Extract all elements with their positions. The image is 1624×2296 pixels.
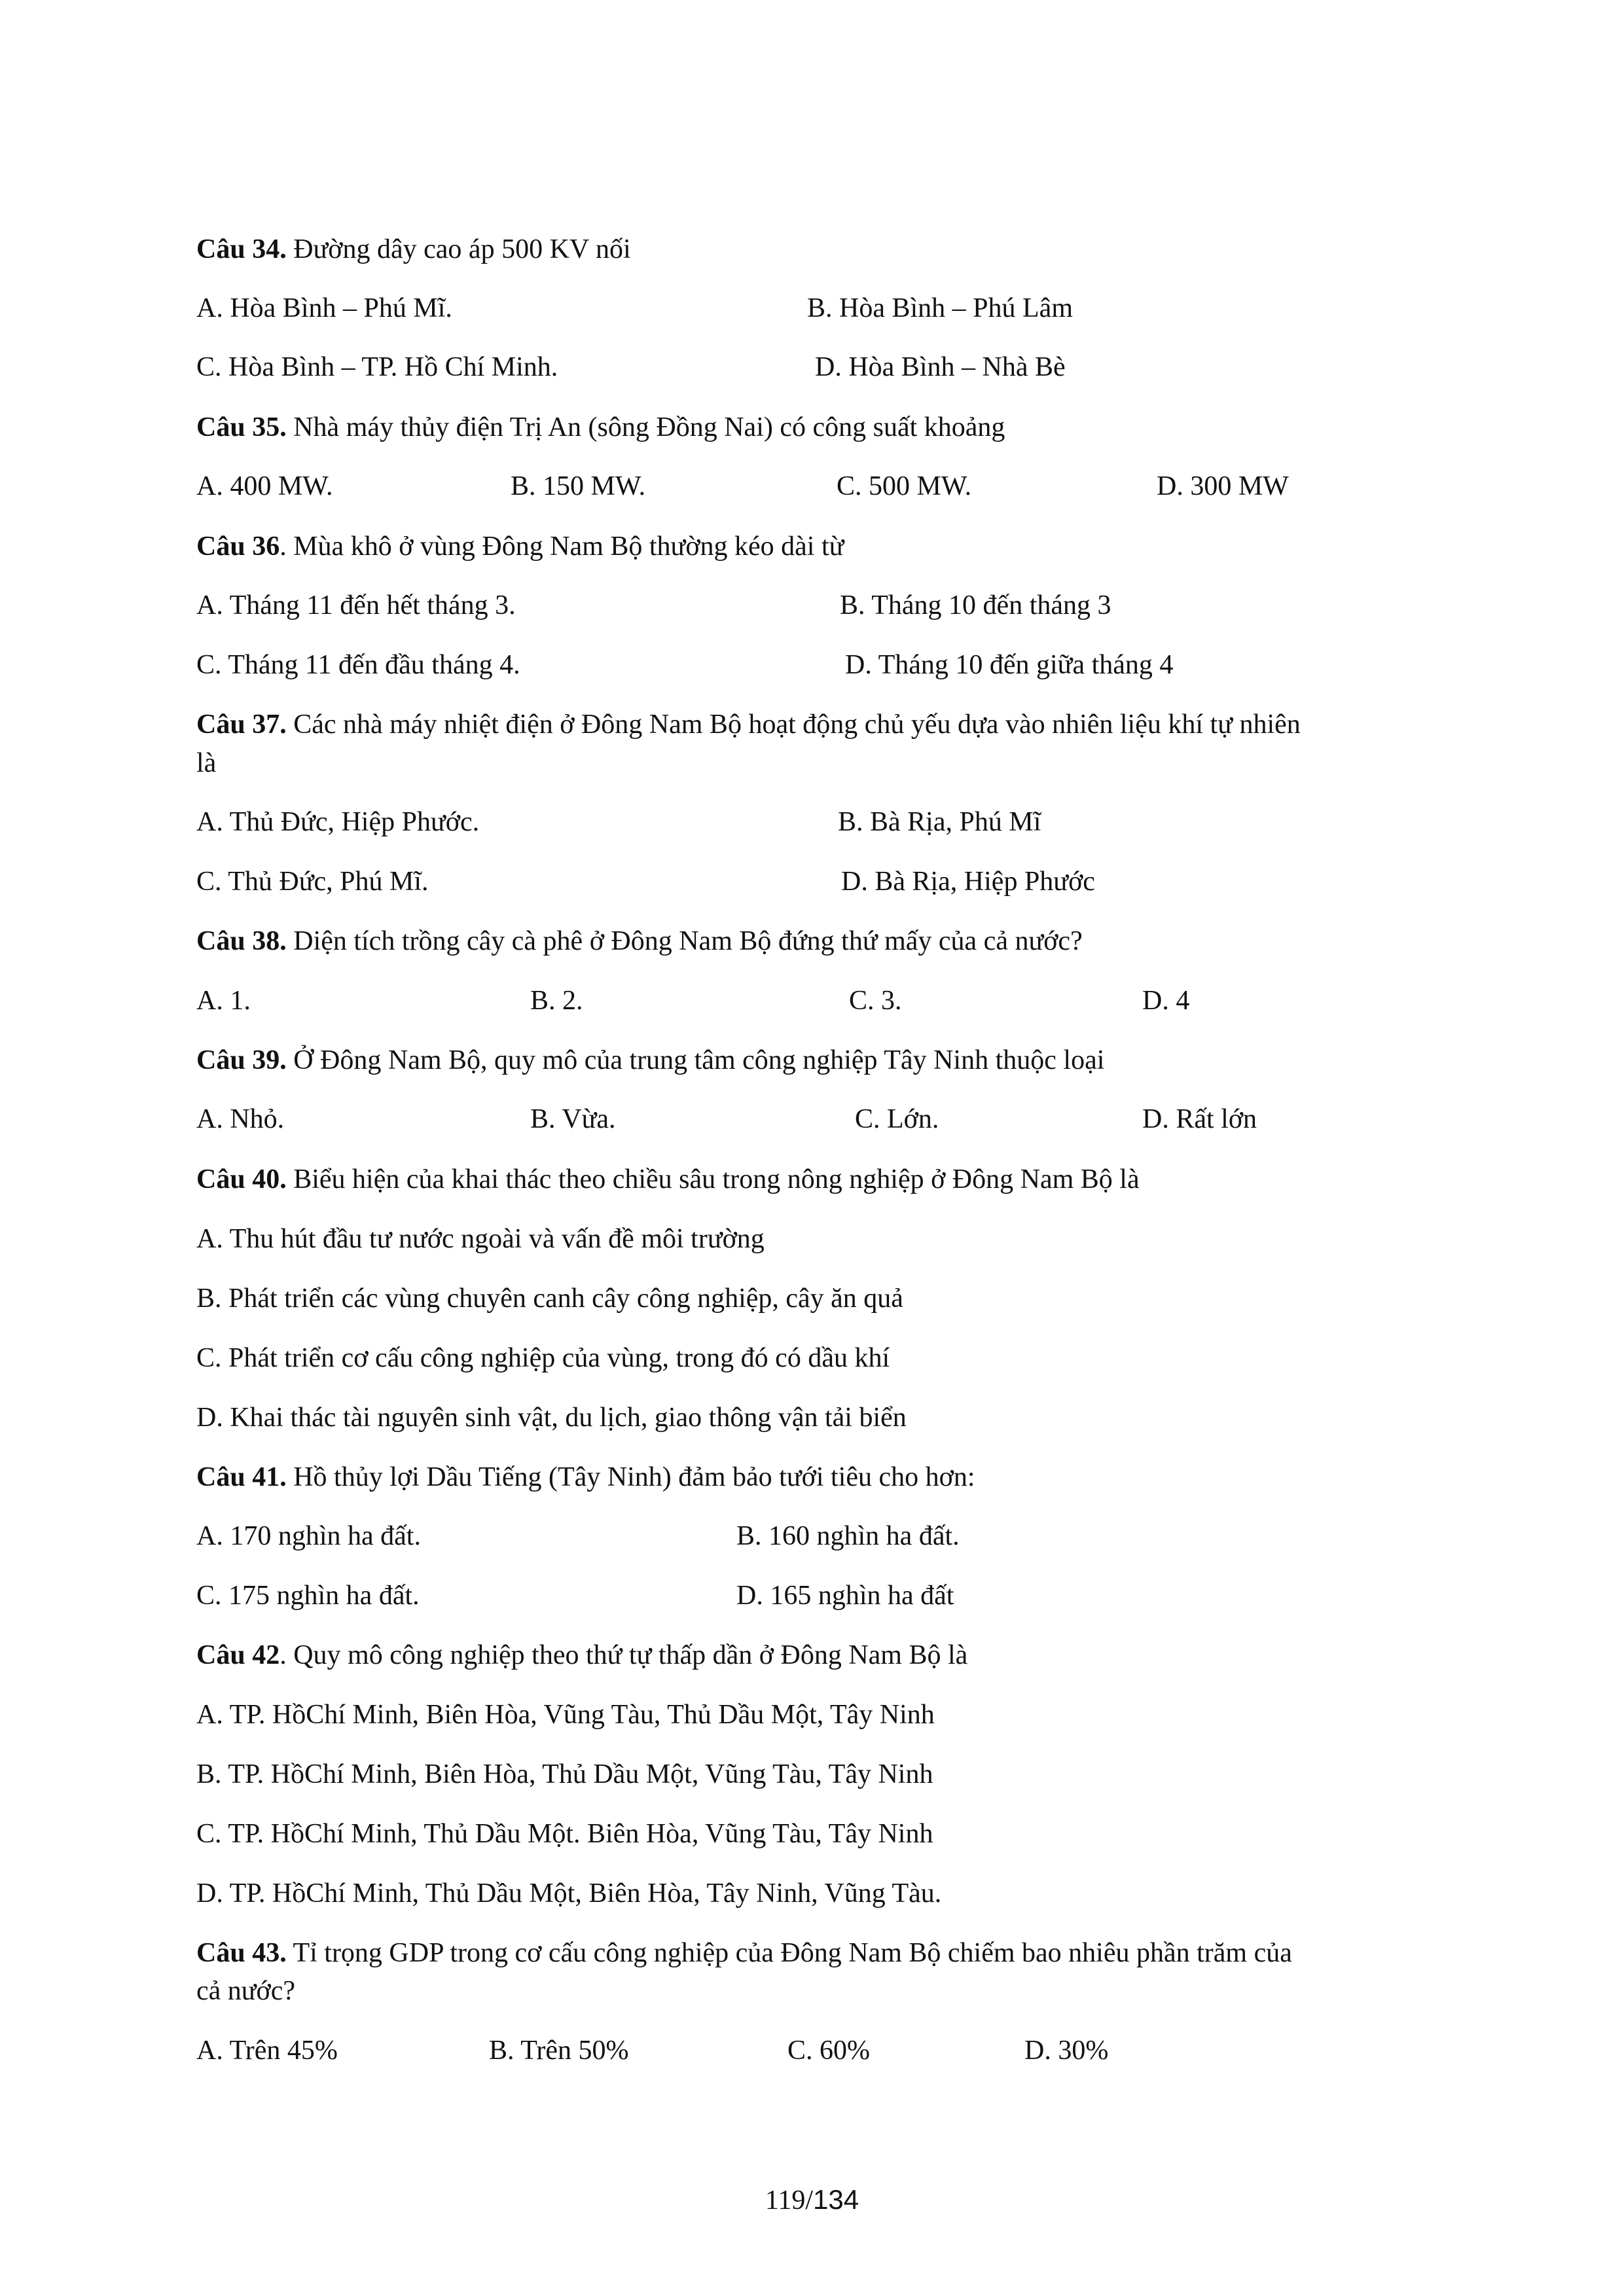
option-41-a: A. 170 nghìn ha đất. [196, 1521, 421, 1551]
question-43 [196, 1936, 1292, 1970]
option-43-d: D. 30% [1024, 2036, 1109, 2066]
question-37-continuation: là [196, 748, 217, 778]
question-text: Diện tích trồng cây cà phê ở Đông Nam Bộ đứng thứ mấy của cả nước? [286, 926, 1083, 956]
question-41 [196, 1460, 975, 1494]
option-34-b: B. Hòa Bình – Phú Lâm [807, 293, 1073, 323]
option-43-c: C. 60% [787, 2036, 870, 2066]
question-42 [196, 1638, 967, 1672]
question-number: Câu 42 [196, 1640, 280, 1670]
question-number: Câu 41. [196, 1462, 287, 1492]
option-34-a: A. Hòa Bình – Phú Mĩ. [196, 293, 452, 323]
option-35-b: B. 150 MW. [511, 471, 646, 501]
option-35-d: D. 300 MW [1157, 471, 1289, 501]
question-36 [196, 529, 844, 564]
option-42-a: A. TP. HồChí Minh, Biên Hòa, Vũng Tàu, Thủ Dầu Một, Tây Ninh [196, 1700, 935, 1730]
option-37-d: D. Bà Rịa, Hiệp Phước [841, 867, 1095, 897]
question-number: Câu 35. [196, 412, 287, 442]
option-38-c: C. 3. [849, 986, 902, 1016]
option-39-a: A. Nhỏ. [196, 1104, 285, 1134]
option-39-b: B. Vừa. [530, 1104, 616, 1134]
question-number: Câu 39. [196, 1045, 287, 1075]
option-35-a: A. 400 MW. [196, 471, 333, 501]
question-37 [196, 708, 1301, 742]
question-39 [196, 1043, 1104, 1077]
question-number: Câu 37. [196, 709, 287, 740]
option-42-c: C. TP. HồChí Minh, Thủ Dầu Một. Biên Hòa, Vũng Tàu, Tây Ninh [196, 1819, 933, 1849]
question-text: Tỉ trọng GDP trong cơ cấu công nghiệp của Đông Nam Bộ chiếm bao nhiêu phần trăm của [286, 1938, 1292, 1968]
question-34 [196, 232, 631, 266]
page-current: 119/ [765, 2185, 814, 2215]
option-38-b: B. 2. [530, 986, 583, 1016]
page-total: 134 [813, 2184, 859, 2215]
question-text: Đường dây cao áp 500 KV nối [286, 234, 631, 264]
question-text: Các nhà máy nhiệt điện ở Đông Nam Bộ hoạt động chủ yếu dựa vào nhiên liệu khí tự nhiên [286, 709, 1301, 740]
option-40-c: C. Phát triển cơ cấu công nghiệp của vùng, trong đó có dầu khí [196, 1343, 890, 1373]
option-39-d: D. Rất lớn [1142, 1104, 1257, 1134]
question-text: Biểu hiện của khai thác theo chiều sâu trong nông nghiệp ở Đông Nam Bộ là [286, 1164, 1140, 1194]
option-41-c: C. 175 nghìn ha đất. [196, 1581, 420, 1611]
option-36-d: D. Tháng 10 đến giữa tháng 4 [845, 650, 1174, 680]
question-number: Câu 36 [196, 531, 280, 562]
page-number [0, 2183, 1624, 2217]
option-34-c: C. Hòa Bình – TP. Hồ Chí Minh. [196, 352, 558, 382]
option-37-b: B. Bà Rịa, Phú Mĩ [838, 807, 1041, 837]
option-42-d: D. TP. HồChí Minh, Thủ Dầu Một, Biên Hòa, Tây Ninh, Vũng Tàu. [196, 1878, 942, 1909]
option-41-b: B. 160 nghìn ha đất. [736, 1521, 960, 1551]
question-35 [196, 410, 1005, 444]
question-text: Nhà máy thủy điện Trị An (sông Đồng Nai) có công suất khoảng [286, 412, 1005, 442]
question-40 [196, 1162, 1140, 1196]
option-38-a: A. 1. [196, 986, 251, 1016]
question-number: Câu 38. [196, 926, 287, 956]
option-36-b: B. Tháng 10 đến tháng 3 [840, 590, 1111, 620]
option-40-b: B. Phát triển các vùng chuyên canh cây công nghiệp, cây ăn quả [196, 1283, 903, 1314]
option-40-d: D. Khai thác tài nguyên sinh vật, du lịch, giao thông vận tải biển [196, 1403, 907, 1433]
question-number: Câu 34. [196, 234, 287, 264]
question-number: Câu 43. [196, 1938, 287, 1968]
question-number: Câu 40. [196, 1164, 287, 1194]
question-text: . Mùa khô ở vùng Đông Nam Bộ thường kéo dài từ [280, 531, 844, 562]
option-42-b: B. TP. HồChí Minh, Biên Hòa, Thủ Dầu Một, Vũng Tàu, Tây Ninh [196, 1759, 933, 1789]
option-41-d: D. 165 nghìn ha đất [736, 1581, 954, 1611]
option-40-a: A. Thu hút đầu tư nước ngoài và vấn đề môi trường [196, 1224, 765, 1254]
option-34-d: D. Hòa Bình – Nhà Bè [815, 352, 1066, 382]
option-43-b: B. Trên 50% [489, 2036, 629, 2066]
option-39-c: C. Lớn. [855, 1104, 939, 1134]
question-43-continuation: cả nước? [196, 1976, 296, 2006]
option-36-c: C. Tháng 11 đến đầu tháng 4. [196, 650, 520, 680]
question-text: . Quy mô công nghiệp theo thứ tự thấp dần ở Đông Nam Bộ là [280, 1640, 968, 1670]
question-text: Hồ thủy lợi Dầu Tiếng (Tây Ninh) đảm bảo tưới tiêu cho hơn: [286, 1462, 975, 1492]
question-38 [196, 924, 1083, 958]
option-37-c: C. Thủ Đức, Phú Mĩ. [196, 867, 429, 897]
option-35-c: C. 500 MW. [837, 471, 972, 501]
question-text: Ở Đông Nam Bộ, quy mô của trung tâm công nghiệp Tây Ninh thuộc loại [286, 1045, 1105, 1075]
option-38-d: D. 4 [1142, 986, 1190, 1016]
option-36-a: A. Tháng 11 đến hết tháng 3. [196, 590, 516, 620]
option-37-a: A. Thủ Đức, Hiệp Phước. [196, 807, 480, 837]
option-43-a: A. Trên 45% [196, 2036, 338, 2066]
